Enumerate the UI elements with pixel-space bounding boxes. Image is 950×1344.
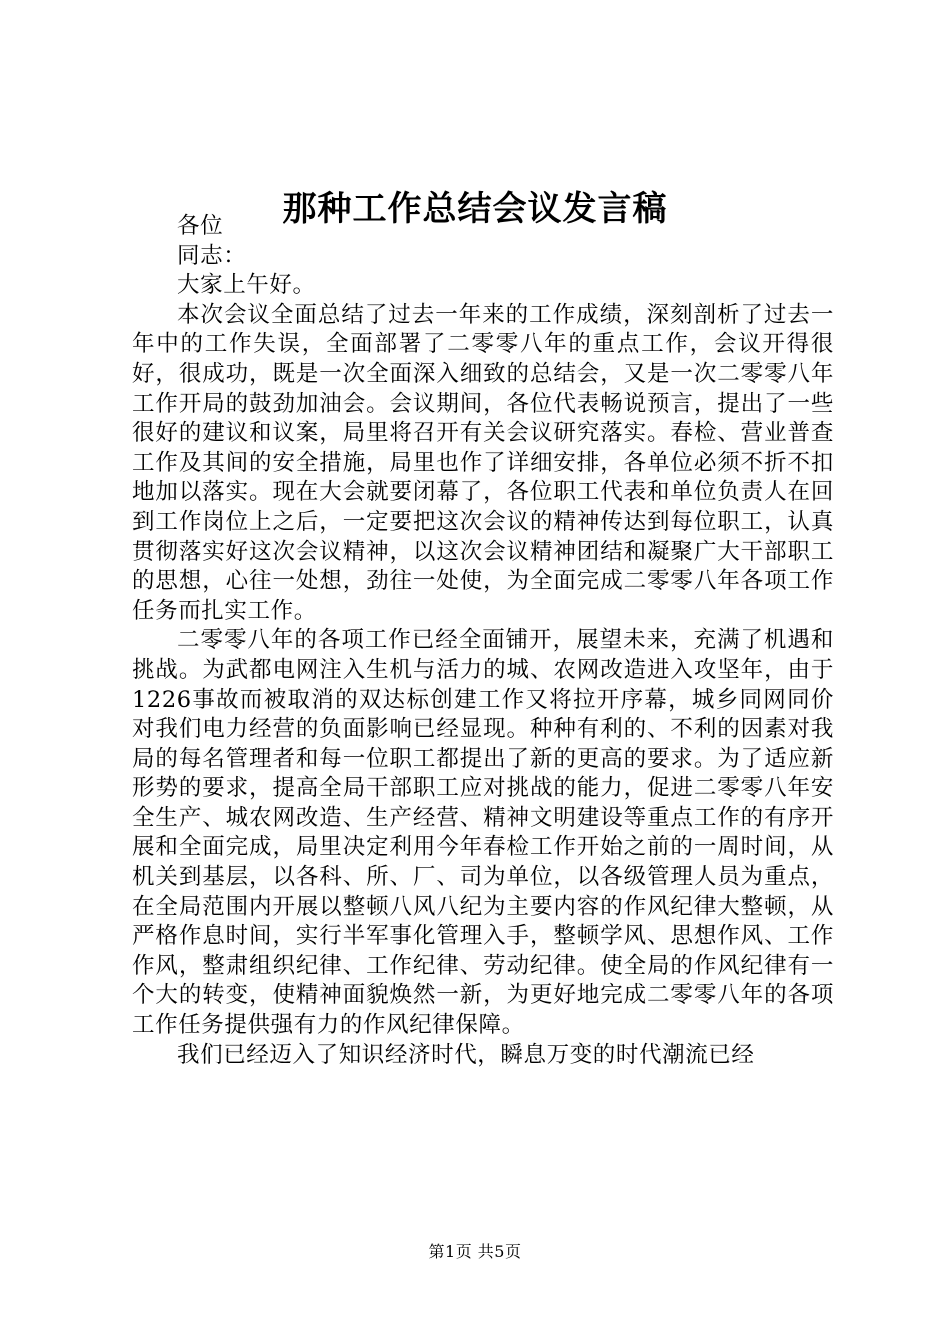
body-paragraph-2: 二零零八年的各项工作已经全面铺开，展望未来，充满了机遇和挑战。为武都电网注入生机与活力的城、农网改造进入攻坚年，由于1226事故而被取消的双达标创建工作又将拉开序幕，城乡同网同价对我们电力经营的负面影响已经显现。种种有利的、不利的因素对我局的每名管理者和每一位职工都提出了新的更高的要求。为了适应新形势的要求，提高全局干部职工应对挑战的能力，促进二零零八年安全生产、城农网改造、生产经营、精神文明建设等重点工作的有序开展和全面完成，局里决定利用今年春检工作开始之前的一周时间，从机关到基层，以各科、所、厂、司为单位，以各级管理人员为重点，在全局范围内开展以整顿八风八纪为主要内容的作风纪律大整顿，从严格作息时间，实行半军事化管理入手，整顿学风、思想作风、工作作风，整肃组织纪律、工作纪律、劳动纪律。使全局的作风纪律有一个大的转变，使精神面貌焕然一新，为更好地完成二零零八年的各项工作任务提供强有力的作风纪律保障。 bbox=[132, 627, 834, 1039]
salutation-line-1: 各位 bbox=[177, 213, 224, 239]
salutation-line-3: 大家上午好。 bbox=[177, 272, 316, 299]
salutation-line-2: 同志： bbox=[177, 242, 247, 269]
body-paragraph-1: 本次会议全面总结了过去一年来的工作成绩，深刻剖析了过去一年中的工作失误，全面部署了二零零八年的重点工作，会议开得很好，很成功，既是一次全面深入细致的总结会，又是一次二零零八年工作开局的鼓劲加油会。会议期间，各位代表畅说预言，提出了一些很好的建议和议案，局里将召开有关会议研究落实。春检、营业普查工作及其间的安全措施，局里也作了详细安排，各单位必须不折不扣地加以落实。现在大会就要闭幕了，各位职工代表和单位负责人在回到工作岗位上之后，一定要把这次会议的精神传达到每位职工，认真贯彻落实好这次会议精神，以这次会议精神团结和凝聚广大干部职工的思想，心往一处想，劲往一处使，为全面完成二零零八年各项工作任务而扎实工作。 bbox=[132, 301, 834, 624]
document-body bbox=[132, 212, 834, 1070]
page-number-footer: 第1页 共5页 bbox=[428, 1242, 522, 1261]
document-title: 那种工作总结会议发言稿 bbox=[282, 189, 668, 229]
body-paragraph-3: 我们已经迈入了知识经济时代，瞬息万变的时代潮流已经 bbox=[177, 1041, 755, 1068]
